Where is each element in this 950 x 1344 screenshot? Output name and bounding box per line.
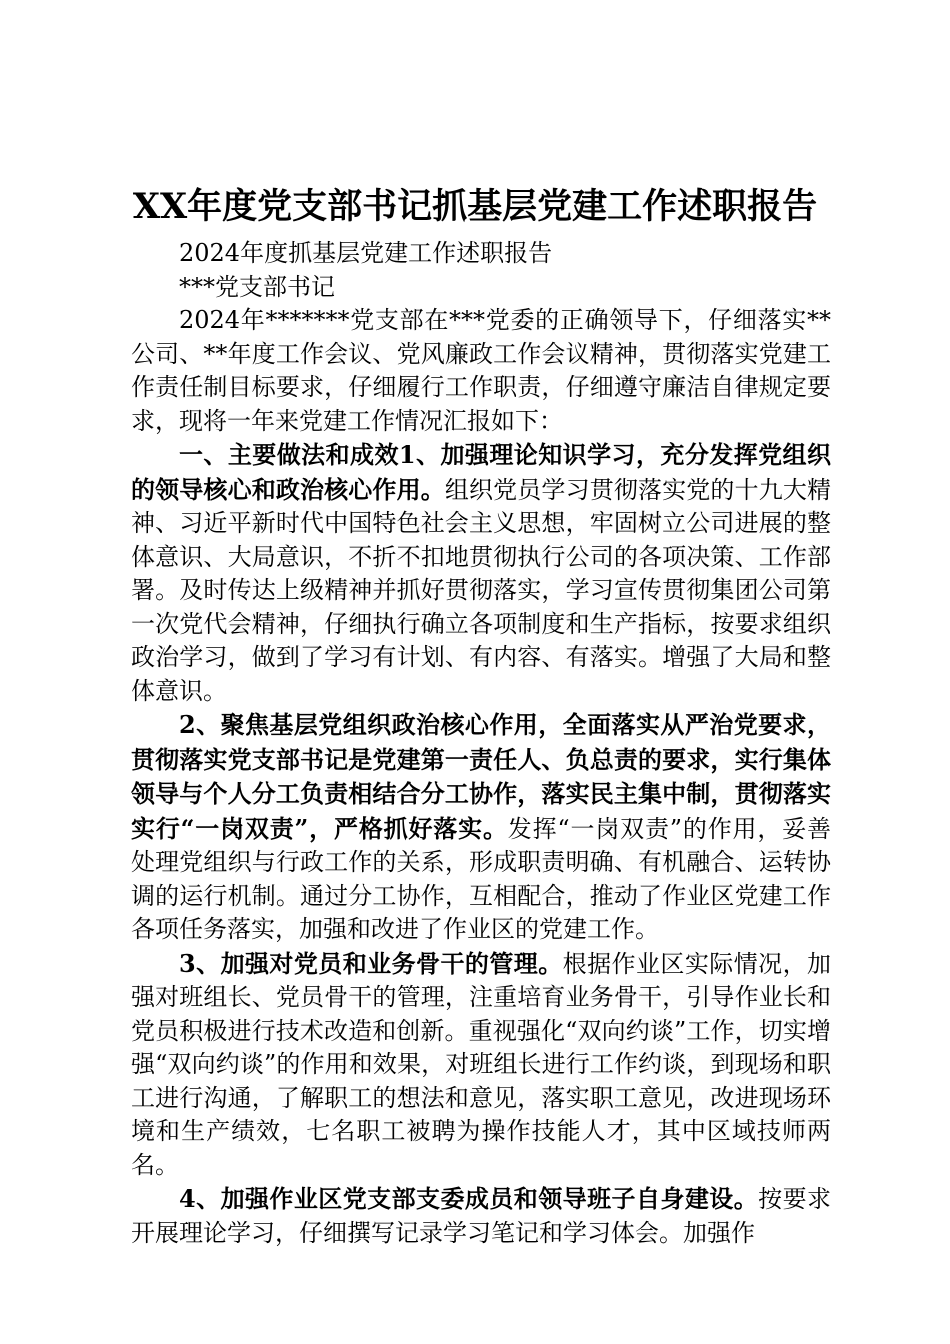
section-body: 发挥“一岗双责”的作用，妥善处理党组织与行政工作的关系，形成职责明确、有机融合、运转协调的运行机制。通过分工协作，互相配合，推动了作业区党建工作各项任务落实，加强和改进了作业区的党建工作。	[131, 814, 831, 943]
author-line: ***党支部书记	[179, 272, 335, 301]
section-body: 组织党员学习贯彻落实党的十九大精神、习近平新时代中国特色社会主义思想，牢固树立公司进展的整体意识、大局意识，不折不扣地贯彻执行公司的各项决策、工作部署。及时传达上级精神并抓好贯彻落实，学习宣传贯彻集团公司第一次党代会精神，仔细执行确立各项制度和生产指标，按要求组织政治学习，做到了学习有计划、有内容、有落实。增强了大局和整体意识。	[131, 475, 832, 705]
section-body: 按要求开展理论学习，仔细撰写记录学习笔记和学习体会。加强作	[131, 1185, 832, 1247]
section-heading: 4、加强作业区党支部支委成员和领导班子自身建设。	[179, 1184, 759, 1213]
subtitle-line: 2024年度抓基层党建工作述职报告	[179, 239, 553, 267]
section-heading: 3、加强对党员和业务骨干的管理。	[179, 948, 563, 978]
section-heading: 一、主要做法和成效1、加强理论知识学习，充分发挥党组织的领导核心和政治核心作用。	[131, 440, 831, 504]
section-paragraph	[131, 1182, 831, 1250]
document-body	[131, 237, 831, 1250]
section-heading: 2、聚焦基层党组织政治核心作用，全面落实从严治党要求，贯彻落实党支部书记是党建第一责任人、负总责的要求，实行集体领导与个人分工负责相结合分工协作，落实民主集中制，贯彻落实实行“一岗双责”，严格抓好落实。	[131, 710, 831, 843]
section-paragraph	[131, 708, 831, 947]
section-paragraph	[131, 438, 831, 708]
section-body: 根据作业区实际情况，加强对班组长、党员骨干的管理，注重培育业务骨干，引导作业长和党员积极进行技术改造和创新。重视强化“双向约谈”工作，切实增强“双向约谈”的作用和效果，对班组长进行工作约谈，到现场和职工进行沟通，了解职工的想法和意见，落实职工意见，改进现场环境和生产绩效，七名职工被聘为操作技能人才，其中区域技师两名。	[131, 949, 832, 1179]
intro-paragraph: 2024年*******党支部在***党委的正确领导下，仔细落实**公司、**年度工作会议、党风廉政工作会议精神，贯彻落实党建工作责任制目标要求，仔细履行工作职责，仔细遵守廉洁自律规定要求，现将一年来党建工作情况汇报如下：	[131, 306, 831, 435]
section-paragraph	[131, 947, 831, 1183]
document-title: XX年度党支部书记抓基层党建工作述职报告	[132, 186, 818, 227]
